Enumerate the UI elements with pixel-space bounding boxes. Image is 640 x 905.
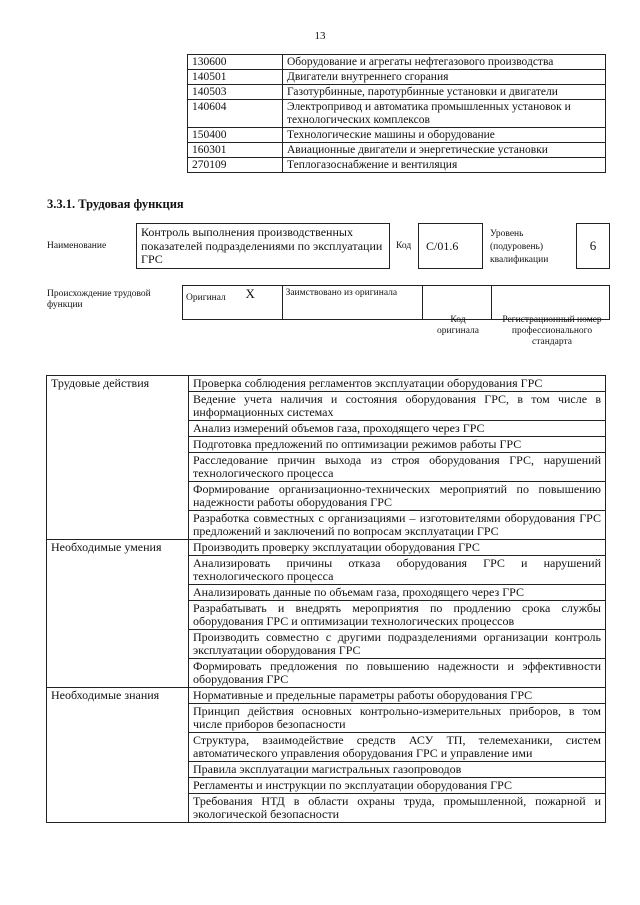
specialty-name: Технологические машины и оборудование bbox=[283, 128, 606, 143]
specialty-name: Двигатели внутреннего сгорания bbox=[283, 70, 606, 85]
codes-blank-cell bbox=[47, 55, 188, 173]
item-cell: Принцип действия основных контрольно-измерительных приборов, в том числе приборов безопасности bbox=[189, 704, 606, 733]
reg-number-caption: Регистрационный номер профессионального стандарта bbox=[502, 315, 602, 347]
name-label: Наименование bbox=[47, 241, 107, 251]
level-box: 6 bbox=[576, 223, 610, 269]
specialty-code: 270109 bbox=[188, 158, 283, 173]
code-original-caption: Код оригинала bbox=[437, 315, 479, 336]
item-cell: Подготовка предложений по оптимизации режимов работы ГРС bbox=[189, 437, 606, 453]
specialty-code: 160301 bbox=[188, 143, 283, 158]
origin-label: Происхождение трудовой функции bbox=[47, 289, 151, 310]
category-cell: Необходимые знания bbox=[47, 688, 189, 823]
item-cell: Формирование организационно-технических мероприятий по повышению надежности работы оборудования ГРС bbox=[189, 482, 606, 511]
page-number: 13 bbox=[314, 30, 326, 42]
specialty-code: 140604 bbox=[188, 100, 283, 128]
item-cell: Расследование причин выхода из строя оборудования ГРС, нарушений технологического процесса bbox=[189, 453, 606, 482]
item-cell: Формировать предложения по повышению надежности и эффективности оборудования ГРС bbox=[189, 659, 606, 688]
specialty-code: 150400 bbox=[188, 128, 283, 143]
table-row bbox=[47, 688, 606, 704]
item-cell: Анализ измерений объемов газа, проходящего через ГРС bbox=[189, 421, 606, 437]
original-mark: X bbox=[243, 286, 283, 320]
item-cell: Производить проверку эксплуатации оборудования ГРС bbox=[189, 540, 606, 556]
code-label: Код bbox=[396, 241, 412, 251]
table-row bbox=[47, 540, 606, 556]
table-row bbox=[47, 376, 606, 392]
function-name-box: Контроль выполнения производственных показателей подразделениями по эксплуатации ГРС bbox=[136, 223, 390, 269]
item-cell: Регламенты и инструкции по эксплуатации оборудования ГРС bbox=[189, 778, 606, 794]
item-cell: Анализировать данные по объемам газа, проходящего через ГРС bbox=[189, 585, 606, 601]
section-title: 3.3.1. Трудовая функция bbox=[47, 197, 184, 211]
specialty-name: Электропривод и автоматика промышленных установок и технологических комплексов bbox=[283, 100, 606, 128]
category-cell: Трудовые действия bbox=[47, 376, 189, 540]
category-cell: Необходимые умения bbox=[47, 540, 189, 688]
function-details-table bbox=[46, 375, 606, 823]
specialty-codes-table bbox=[47, 54, 606, 173]
specialty-name: Теплогазоснабжение и вентиляция bbox=[283, 158, 606, 173]
item-cell: Проверка соблюдения регламентов эксплуатации оборудования ГРС bbox=[189, 376, 606, 392]
original-label: Оригинал bbox=[183, 286, 243, 320]
function-code-box: С/01.6 bbox=[418, 223, 483, 269]
item-cell: Нормативные и предельные параметры работы оборудования ГРС bbox=[189, 688, 606, 704]
item-cell: Требования НТД в области охраны труда, промышленной, пожарной и экологической безопасности bbox=[189, 794, 606, 823]
item-cell: Структура, взаимодействие средств АСУ ТП, телемеханики, систем автоматического управления оборудования ГРС и управление ими bbox=[189, 733, 606, 762]
specialty-name: Газотурбинные, паротурбинные установки и двигатели bbox=[283, 85, 606, 100]
item-cell: Анализировать причины отказа оборудования ГРС и нарушений технологического процесса bbox=[189, 556, 606, 585]
specialty-code: 140501 bbox=[188, 70, 283, 85]
item-cell: Разработка совместных с организациями – изготовителями оборудования ГРС предложений и заключений по вопросам эксплуатации ГРС bbox=[189, 511, 606, 540]
borrowed-label: Заимствовано из оригинала bbox=[282, 286, 423, 320]
item-cell: Производить совместно с другими подразделениями организации контроль эксплуатации оборудования ГРС bbox=[189, 630, 606, 659]
specialty-name: Авиационные двигатели и энергетические установки bbox=[283, 143, 606, 158]
specialty-code: 130600 bbox=[188, 55, 283, 70]
level-label: Уровень (подуровень) квалификации bbox=[490, 229, 549, 265]
item-cell: Разрабатывать и внедрять мероприятия по продлению срока службы оборудования ГРС и оптимизации технологических процессов bbox=[189, 601, 606, 630]
item-cell: Правила эксплуатации магистральных газопроводов bbox=[189, 762, 606, 778]
specialty-code: 140503 bbox=[188, 85, 283, 100]
codes-row bbox=[47, 55, 606, 70]
item-cell: Ведение учета наличия и состояния оборудования ГРС, в том числе в информационных системах bbox=[189, 392, 606, 421]
specialty-name: Оборудование и агрегаты нефтегазового производства bbox=[283, 55, 606, 70]
